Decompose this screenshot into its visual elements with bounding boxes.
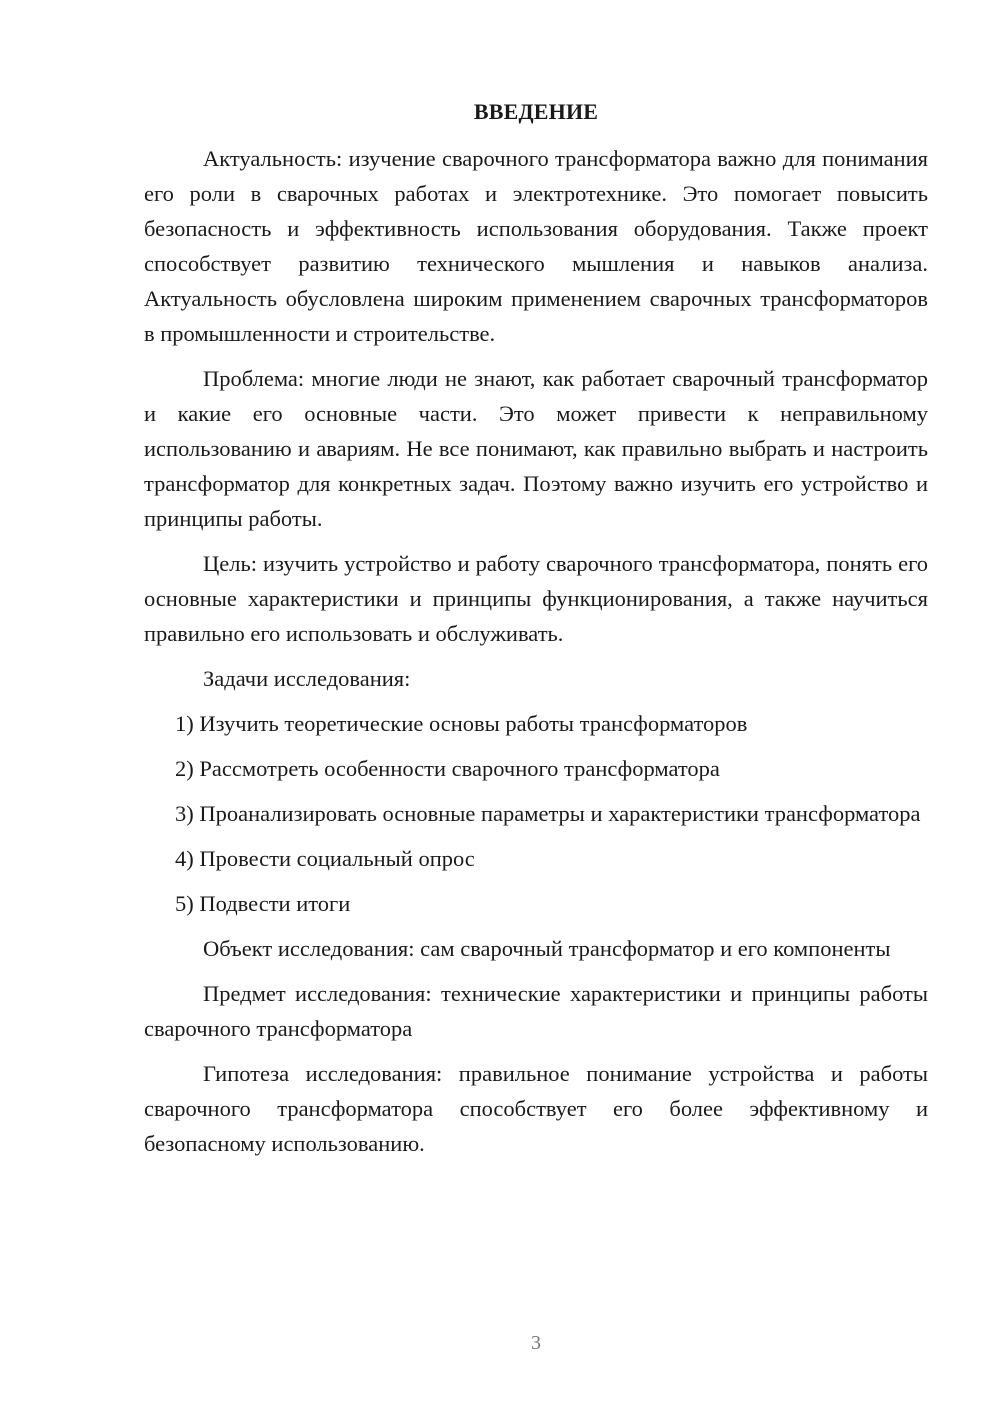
list-item: 4) Провести социальный опрос — [175, 846, 475, 871]
object-paragraph: Объект исследования: сам сварочный трансформатор и его компоненты — [203, 936, 891, 961]
relevance-paragraph: Актуальность: изучение сварочного трансформатора важно для понимания его роли в сварочных работах и электротехнике. Это помогает повысить безопасность и эффективность использования оборудования. Также проект способствует развитию технического мышления и навыков анализа. Актуальность обусловлена широким применением сварочных трансформаторов в промышленности и строительстве. — [144, 146, 928, 346]
list-item: 5) Подвести итоги — [175, 891, 351, 916]
document-body — [144, 94, 928, 1171]
tasks-list — [144, 706, 928, 921]
goal-paragraph: Цель: изучить устройство и работу сварочного трансформатора, понять его основные характеристики и принципы функционирования, а также научиться правильно его использовать и обслуживать. — [144, 551, 928, 646]
list-item: 2) Рассмотреть особенности сварочного трансформатора — [175, 756, 720, 781]
page-title: ВВЕДЕНИЕ — [473, 99, 599, 124]
list-item: 3) Проанализировать основные параметры и характеристики трансформатора — [175, 801, 921, 826]
hypothesis-paragraph: Гипотеза исследования: правильное понимание устройства и работы сварочного трансформатора способствует его более эффективному и безопасному использованию. — [144, 1061, 928, 1156]
list-item: 1) Изучить теоретические основы работы трансформаторов — [175, 711, 748, 736]
problem-paragraph: Проблема: многие люди не знают, как работает сварочный трансформатор и какие его основные части. Это может привести к неправильному использованию и авариям. Не все понимают, как правильно выбрать и настроить трансформатор для конкретных задач. Поэтому важно изучить его устройство и принципы работы. — [144, 366, 928, 531]
page-number: 3 — [531, 1332, 541, 1354]
tasks-title: Задачи исследования: — [203, 666, 411, 691]
subject-paragraph: Предмет исследования: технические характеристики и принципы работы сварочного трансформатора — [144, 981, 928, 1041]
